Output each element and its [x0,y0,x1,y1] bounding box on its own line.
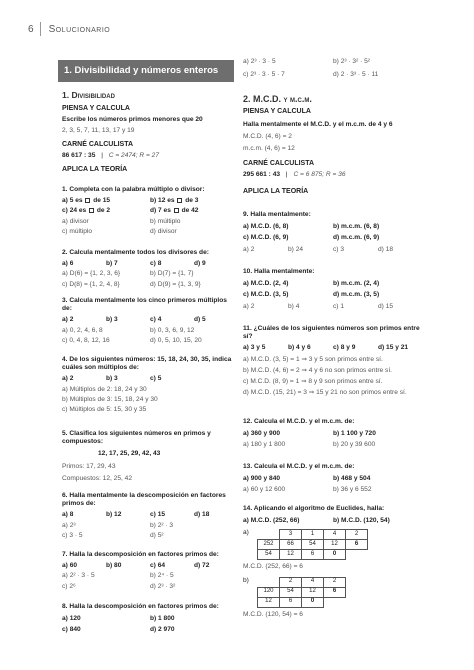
item-a: a) M.C.D. (2, 4) [243,280,289,288]
carne-division: 295 661 : 43 [243,171,281,179]
question-text: 7. Halla la descomposición en factores primos de: [62,551,219,558]
item-b: b) 1 100 y 720 [333,430,376,438]
carne-answer: 295 661 : 43 | C = 6 875; R = 36 [243,171,346,179]
item-c: c) 840 [62,626,81,634]
answer-b: b) 20 y 39 600 [333,441,376,449]
answer-c: c) 3 · 5 [62,531,83,539]
q8-answers [243,58,423,79]
question-3 [62,297,238,345]
answer-b: b) 0, 3, 6, 9, 12 [150,326,195,334]
answer-a: a) 60 y 12 600 [243,486,286,494]
item-b: b) 3 [106,316,118,324]
question-2 [62,249,238,289]
item-b: b) 12 es [150,197,175,205]
question-text: 2. Calcula mentalmente todos los divisores de: [62,249,209,256]
question-text: 13. Calcula el M.C.D. y el m.c.m. de: [243,463,355,470]
answer-b: b) 24 [288,245,304,253]
item-c: c) 5 [150,375,162,383]
question-10 [243,268,423,311]
answer-d: d) 5² [150,531,164,539]
question-text: 6. Halla mentalmente la descomposición en factores primos de: [62,492,226,508]
table-cell: 2 [346,530,368,540]
question-text: 10. Halla mentalmente: [243,268,315,275]
table-cell: 54 [280,587,302,597]
subsection-title: 2. M.C.D. y m.c.m. [243,94,312,104]
table-cell: 120 [258,587,280,597]
item-a: a) M.C.D. (6, 8) [243,223,289,231]
table-cell: 6 [346,540,368,550]
answer-b: b) M.C.D. (4, 6) = 2 ⇒ 4 y 6 no son primos entre sí. [243,366,392,374]
euclid-table-a [257,529,368,560]
table-cell: 252 [258,540,280,550]
answer-d: d) D(9) = {1, 3, 9} [150,280,201,288]
page-number: 6 [28,23,34,35]
answer-c: c) M.C.D. (8, 9) = 1 ⇒ 8 y 9 son primos entre sí. [243,378,383,386]
piensa-heading: PIENSA Y CALCULA [62,104,130,112]
table-row [258,597,346,607]
table-cell: 54 [302,540,324,550]
answer-c: c) 1 [333,302,344,310]
table-cell [324,597,346,607]
table-row [258,550,368,560]
table-cell [258,530,280,540]
answer-a: a) Múltiplos de 2: 18, 24 y 30 [62,385,147,393]
answer-a: a) divisor [62,217,89,225]
answer-a: a) 2³ · 3 · 5 [243,58,276,65]
carne-result: C = 6 875; R = 36 [293,171,346,179]
result-a: M.C.D. (252, 66) = 6 [243,563,303,571]
question-5 [62,430,238,483]
answer-a: a) M.C.D. (3, 5) = 1 ⇒ 3 y 5 son primos entre sí. [243,355,383,363]
item-b: b) 12 [106,511,122,519]
item-a: a) 2 [62,316,74,324]
blank-box [177,198,182,203]
question-text: 14. Aplicando el algoritmo de Euclides, halla: [243,505,385,512]
subsection-title: 1. Divisibilidad [62,90,115,100]
item-d: d) m.c.m. (6, 9) [333,234,380,242]
item-a-tail: de 15 [93,197,111,205]
answer-d: d) 15 [378,302,394,310]
answer-a: a) 0, 2, 4, 6, 8 [62,326,103,334]
question-text: 12. Calcula el M.C.D. y el m.c.m. de: [243,418,355,425]
number-list: 12, 17, 25, 29, 42, 43 [98,450,161,458]
item-a: a) 5 es [62,197,83,205]
table-row [258,540,368,550]
carne-heading: CARNÉ CALCULISTA [243,159,315,167]
table-cell: 12 [324,540,346,550]
answer-b: b) 2² · 3 [150,521,174,529]
answer-d: d) divisor [150,227,177,235]
table-cell: 3 [280,530,302,540]
item-b: b) M.C.D. (120, 54) [333,517,390,525]
question-text: 11. ¿Cuáles de los siguientes números son primos entre sí? [243,325,420,341]
question-text: 1. Completa con la palabra múltiplo o divisor: [62,186,205,193]
table-cell: 12 [280,550,302,560]
item-b: b) m.c.m. (6, 8) [333,223,380,231]
question-4 [62,356,238,414]
answer-b: b) 2³ · 3² · 5² [333,58,371,65]
table-cell: 54 [258,550,280,560]
result-b: M.C.D. (120, 54) = 6 [243,610,303,618]
question-text: 5. Clasifica los siguientes números en primos y compuestos: [62,430,211,446]
item-a: a) 2 [62,375,74,383]
item-d: d) 9 [194,260,206,268]
blank-box [174,208,179,213]
item-a: a) M.C.D. (252, 66) [243,517,300,525]
aplica-heading: APLICA LA TEORÍA [62,165,128,173]
table-cell: 66 [280,540,302,550]
item-b: b) 7 [106,260,118,268]
piensa-answer: 2, 3, 5, 7, 11, 13, 17 y 19 [62,126,135,134]
item-d-tail: de 42 [181,207,199,215]
item-a: a) 3 y 5 [243,344,266,352]
answer-b: b) 4 [288,302,300,310]
question-6 [62,492,238,540]
answer-d: d) 2 · 3³ · 5 · 11 [333,71,379,79]
answer-primes: Primos: 17, 29, 43 [62,462,116,470]
item-b: b) 468 y 504 [333,475,371,483]
carne-answer: 86 617 : 35 | C = 2474; R = 27 [62,151,160,159]
table-cell: 0 [302,597,324,607]
question-11 [243,325,423,398]
question-1 [62,186,238,236]
question-12 [243,418,423,450]
item-a: a) 900 y 840 [243,475,281,483]
question-14 [243,505,423,619]
question-text: 3. Calcula mentalmente los cinco primeros múltiplos de: [62,297,227,313]
piensa-question: Halla mentalmente el M.C.D. y el m.c.m. de 4 y 6 [243,121,393,128]
answer-d: d) 18 [378,245,394,253]
item-c: c) 64 [150,562,166,570]
item-b: b) 1 800 [150,615,175,623]
table-cell: 1 [302,530,324,540]
answer-b: b) 36 y 6 552 [333,486,372,494]
piensa-question: Escribe los números primos menores que 20 [62,116,203,124]
aplica-heading: APLICA LA TEORÍA [243,187,309,195]
carne-result: C = 2474; R = 27 [108,151,160,159]
item-d: d) 18 [194,511,210,519]
item-c: c) 24 es [62,207,87,215]
answer-composites: Compuestos: 12, 25, 42 [62,474,133,482]
item-b: b) 80 [106,562,122,570]
table-a-label: a) [243,529,249,537]
item-c: c) 8 [150,260,162,268]
table-cell: 4 [302,577,324,587]
question-text: 4. De los siguientes números: 15, 18, 24, 30, 35, indica cuáles son múltiplos de: [62,356,232,372]
item-a: a) 360 y 900 [243,430,281,438]
header-divider [40,22,41,36]
table-row [258,577,346,587]
item-c: c) 4 [150,316,162,324]
answer-d: d) M.C.D. (15, 21) = 3 ⇒ 15 y 21 no son primos entre sí. [243,389,407,397]
item-b-tail: de 3 [185,197,199,205]
item-c-tail: de 2 [96,207,111,215]
table-cell: 6 [302,550,324,560]
header-title: Solucionario [48,23,111,35]
item-d: d) 15 y 21 [378,344,409,352]
answer-a: a) 2³ [62,521,76,529]
item-d: d) 5 [194,316,206,324]
table-cell [258,577,280,587]
item-b: b) m.c.m. (2, 4) [333,280,380,288]
section-title: 1. Divisibilidad y números enteros [58,60,234,82]
euclid-table-b [257,577,346,608]
answer-a: a) 180 y 1 800 [243,441,286,449]
answer-a: a) 2 [243,302,255,310]
item-d: d) 2 970 [150,626,175,634]
item-b: b) 3 [106,375,118,383]
answer-c: c) D(8) = {1, 2, 4, 8} [62,280,120,288]
answer-c: c) 2⁶ [62,582,76,590]
item-c: c) M.C.D. (6, 9) [243,234,289,242]
answer-c: c) 0, 4, 8, 12, 16 [62,336,110,344]
item-a: a) 8 [62,511,74,519]
question-13 [243,463,423,495]
item-b: b) 4 y 6 [288,344,311,352]
question-8 [62,603,238,635]
piensa-answer-mcm: m.c.m. (4, 6) = 12 [243,145,295,153]
table-b-label: b) [243,576,249,584]
question-7 [62,551,238,591]
table-row [258,530,368,540]
table-cell [346,550,368,560]
answer-b: b) múltiplo [150,217,181,225]
question-text: 9. Halla mentalmente: [243,211,311,218]
answer-c: c) 2³ · 3 · 5 · 7 [243,71,285,79]
answer-d: d) 2³ · 3² [150,582,176,590]
page-header [28,22,110,36]
answer-b: b) D(7) = {1, 7} [150,270,194,278]
item-d: d) 72 [194,562,210,570]
question-text: 8. Halla la descomposición en factores primos de: [62,603,219,610]
item-d: d) 7 es [150,207,171,215]
carne-division: 86 617 : 35 [62,151,96,159]
answer-d: d) 0, 5, 10, 15, 20 [150,336,202,344]
table-cell: 6 [324,587,346,597]
table-cell: 4 [324,530,346,540]
item-a: a) 120 [62,615,81,623]
blank-box [85,198,90,203]
answer-c: c) múltiplo [62,227,93,235]
answer-c: c) 3 [333,245,344,253]
item-a: a) 6 [62,260,74,268]
answer-a: a) D(6) = {1, 2, 3, 6} [62,270,121,278]
table-cell: 12 [258,597,280,607]
answer-c: c) Múltiplos de 5: 15, 30 y 35 [62,406,147,414]
table-cell: 12 [302,587,324,597]
table-cell: 2 [324,577,346,587]
item-c: c) 8 y 9 [333,344,356,352]
carne-heading: CARNÉ CALCULISTA [62,140,134,148]
item-c: c) 15 [150,511,166,519]
table-cell: 6 [280,597,302,607]
item-d: d) m.c.m. (3, 5) [333,291,380,299]
piensa-answer-mcd: M.C.D. (4, 6) = 2 [243,133,292,141]
item-a: a) 60 [62,562,78,570]
answer-b: b) 2⁴ · 5 [150,572,174,580]
piensa-heading: PIENSA Y CALCULA [243,108,311,116]
blank-box [89,208,94,213]
answer-a: a) 2² · 3 · 5 [62,572,95,580]
table-row [258,587,346,597]
question-9 [243,211,423,254]
table-cell: 2 [280,577,302,587]
table-cell: 0 [324,550,346,560]
answer-b: b) Múltiplos de 3: 15, 18, 24 y 30 [62,395,158,403]
answer-a: a) 2 [243,245,255,253]
item-c: c) M.C.D. (3, 5) [243,291,289,299]
